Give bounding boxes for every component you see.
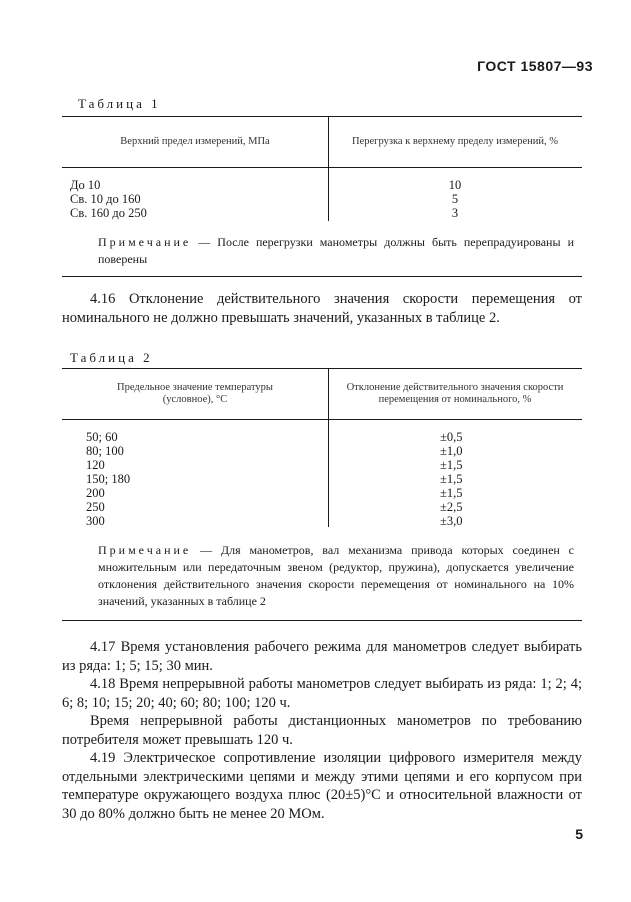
table2-row-temp: 200: [86, 486, 105, 500]
paragraph-4-17: 4.17 Время установления рабочего режима для манометров следует выбирать из ряда: 1; 5; 15; 30 мин.: [62, 639, 582, 674]
table1-row-range: Св. 160 до 250: [70, 206, 147, 220]
table1-row-value: 3: [451, 206, 459, 220]
table2-row-value: ±3,0: [440, 514, 463, 528]
paragraph-4-18: 4.18 Время непрерывной работы манометров следует выбирать из ряда: 1; 2; 4; 6; 8; 10; 15; 20; 40; 60; 80; 100; 120 ч.: [62, 676, 582, 711]
table2-row-value: ±2,5: [440, 500, 463, 514]
table2: [62, 368, 582, 621]
paragraph-4-16-text: 4.16 Отклонение действительного значения скорости перемещения от номинального не должно превышать значений, указанных в таблице 2.: [62, 291, 582, 326]
table2-col1-header: Предельное значение температуры (условное), °С: [117, 382, 273, 405]
table2-row-temp: 150; 180: [86, 472, 131, 486]
table1-note: [62, 222, 582, 276]
table1-caption: Таблица 1: [78, 96, 161, 111]
table1: [62, 116, 582, 277]
table2-row-temp: 250: [86, 500, 105, 514]
table1-note-label: Примечание: [98, 235, 192, 249]
paragraphs-4-17-to-4-19: [62, 638, 582, 823]
paragraph-4-16: [62, 290, 582, 327]
table2-row-temp: 80; 100: [86, 444, 124, 458]
table1-note-text: — После перегрузки манометры должны быть перепрадуированы и поверены: [98, 235, 574, 266]
standard-code: ГОСТ 15807—93: [477, 58, 593, 74]
paragraph-4-18-continued: Время непрерывной работы дистанционных манометров по требованию потребителя может превышать 120 ч.: [62, 713, 582, 748]
table2-caption: Таблица 2: [70, 350, 153, 365]
table2-note-label: Примечание: [98, 543, 192, 557]
table2-row-value: ±1,5: [440, 458, 463, 472]
table2-row-value: ±0,5: [440, 430, 463, 444]
table2-row-temp: 300: [86, 514, 105, 528]
table2-note-text: — Для манометров, вал механизма привода которых соединен с множительным или передаточным звеном (редуктор, пружина), допускается увеличение отклонения действительного значения скорости перемещения от номинального на 10% значений, указанных в таблице 2: [98, 543, 574, 608]
table1-row-value: 10: [448, 178, 462, 192]
table2-row-temp: 120: [86, 458, 105, 472]
table2-row-temp: 50; 60: [86, 430, 118, 444]
table1-row-range: До 10: [70, 178, 101, 192]
table1-row-value: 5: [451, 192, 459, 206]
table2-col2-header: Отклонение действительного значения скорости перемещения от номинального, %: [346, 382, 564, 405]
table2-row-value: ±1,0: [440, 444, 463, 458]
paragraph-4-19: 4.19 Электрическое сопротивление изоляции цифрового измерителя между отдельными электрическими цепями и между этими цепями и его корпусом при температуре окружающего воздуха плюс (20±5)°С и относительной влажности от 30 до 80% должно быть не менее 20 МОм.: [62, 750, 582, 822]
table1-col2-header: Перегрузка к верхнему пределу измерений, %: [352, 136, 558, 147]
page-number: 5: [575, 826, 583, 842]
table2-row-value: ±1,5: [440, 472, 463, 486]
table2-row-value: ±1,5: [440, 486, 463, 500]
table1-col1-header: Верхний предел измерений, МПа: [120, 136, 270, 147]
table2-note: [62, 528, 582, 620]
table1-row-range: Св. 10 до 160: [70, 192, 141, 206]
